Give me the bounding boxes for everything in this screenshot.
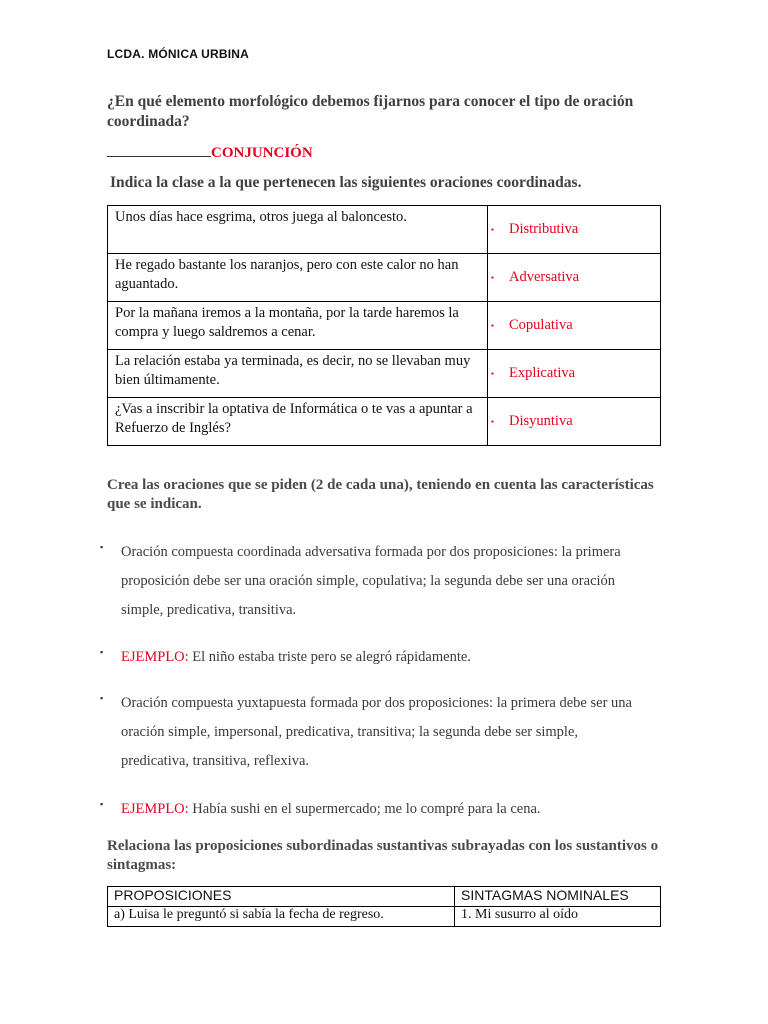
class-label: Disyuntiva — [509, 413, 573, 429]
bullet-icon: ▪ — [491, 321, 494, 330]
table-row — [108, 907, 661, 927]
example-sentence: Había sushi en el supermercado; me lo compré para la cena. — [188, 801, 541, 817]
class-label: Copulativa — [509, 317, 573, 333]
example-text — [121, 795, 649, 824]
bullet-icon: ▪ — [100, 693, 104, 703]
sentence-cell: Unos días hace esgrima, otros juega al baloncesto. — [108, 206, 488, 254]
table-row — [108, 206, 661, 254]
table-row — [108, 350, 661, 398]
answer-blank — [107, 143, 211, 157]
sentence-cell: ¿Vas a inscribir la optativa de Informática o te vas a apuntar a Refuerzo de Inglés? — [108, 398, 488, 446]
column-header: SINTAGMAS NOMINALES — [455, 887, 661, 907]
bullet-icon: ▪ — [491, 417, 494, 426]
task-text: Oración compuesta coordinada adversativa formada por dos proposiciones: la primera proposición debe ser una oración simple, copulativa; la segunda debe ser una oración simple, predicativa, transitiva. — [121, 544, 621, 618]
instruction-relate: Relaciona las proposiciones subordinadas sustantivas subrayadas con los sustantivos o sintagmas: — [107, 838, 659, 873]
table-row — [108, 302, 661, 350]
table-row — [108, 254, 661, 302]
author-header: LCDA. MÓNICA URBINA — [107, 47, 250, 61]
bullet-icon: ▪ — [100, 799, 104, 809]
bullet-icon: ▪ — [100, 647, 104, 657]
example-label: EJEMPLO: — [121, 649, 189, 665]
example-label: EJEMPLO: — [121, 801, 189, 817]
instruction-create: Crea las oraciones que se piden (2 de cada una), teniendo en cuenta las características que se indican. — [107, 477, 654, 512]
bullet-icon: ▪ — [100, 542, 104, 552]
column-header: PROPOSICIONES — [108, 887, 455, 907]
relate-table — [107, 886, 661, 927]
instruction-classify: Indica la clase a la que pertenecen las siguientes oraciones coordinadas. — [110, 174, 582, 191]
class-label: Explicativa — [509, 365, 576, 381]
bullet-icon: ▪ — [491, 273, 494, 282]
bullet-icon: ▪ — [491, 369, 494, 378]
phrase-cell: 1. Mi susurro al oído — [455, 907, 661, 927]
coordinated-sentences-table — [107, 205, 661, 446]
class-label: Adversativa — [509, 269, 580, 285]
example-text — [121, 643, 649, 672]
class-label: Distributiva — [509, 221, 579, 237]
sentence-cell: La relación estaba ya terminada, es decir, no se llevaban muy bien últimamente. — [108, 350, 488, 398]
bullet-icon: ▪ — [491, 225, 494, 234]
task-text: Oración compuesta yuxtapuesta formada por dos proposiciones: la primera debe ser una oración simple, impersonal, predicativa, transitiva; la segunda debe ser simple, predicativa, transitiva, reflexiva. — [121, 695, 632, 769]
answer-text: CONJUNCIÓN — [211, 145, 313, 161]
proposition-cell: a) Luisa le preguntó si sabía la fecha de regreso. — [108, 907, 455, 927]
question-text: ¿En qué elemento morfológico debemos fijarnos para conocer el tipo de oración coordinada? — [107, 93, 634, 130]
table-header-row — [108, 887, 661, 907]
sentence-cell: Por la mañana iremos a la montaña, por la tarde haremos la compra y luego saldremos a cenar. — [108, 302, 488, 350]
table-row — [108, 398, 661, 446]
sentence-cell: He regado bastante los naranjos, pero con este calor no han aguantado. — [108, 254, 488, 302]
answer-line — [107, 143, 313, 162]
example-sentence: El niño estaba triste pero se alegró rápidamente. — [188, 649, 471, 665]
